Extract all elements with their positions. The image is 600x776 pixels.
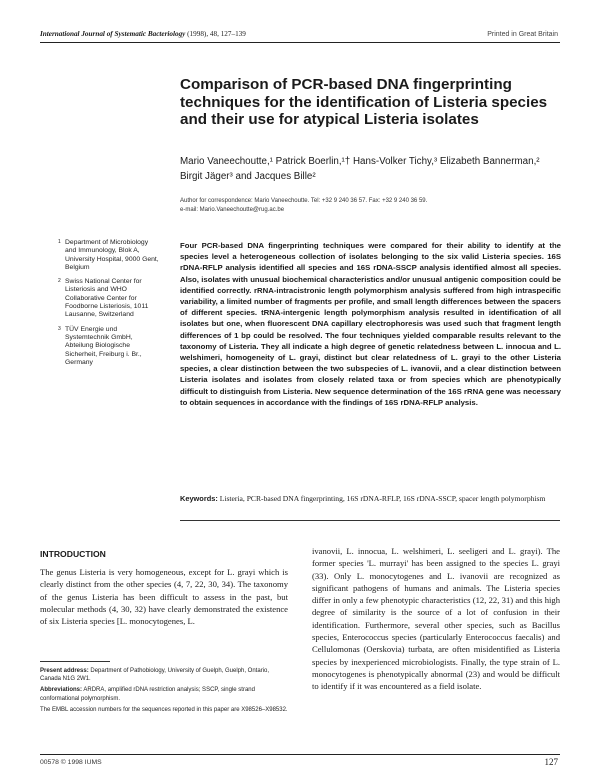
- footnote-label: Abbreviations:: [40, 687, 83, 694]
- affiliations-sidebar: [58, 239, 160, 373]
- introduction-column-left: The genus Listeria is very homogeneous, except for L. grayi which is clearly distinct from the other species (4, 7, 22, 30, 34). The taxonomy of the genus Listeria has been difficult to assess in the past, but molecular methods (4, 30, 32) have clearly demonstrated the existence of six Listeria species [L. monocytogenes, L.: [40, 567, 288, 627]
- printed-in-label: Printed in Great Britain: [487, 31, 558, 38]
- keywords-block: [180, 494, 560, 505]
- correspondence-line: Author for correspondence: Mario Vaneechoutte. Tel: +32 9 240 36 57. Fax: +32 9 240 36 59.: [180, 198, 428, 204]
- footnote-present-address: [40, 667, 288, 683]
- footnote-text: ARDRA, amplified rDNA restriction analysis; SSCP, single strand conformational polymorphism.: [40, 687, 255, 702]
- affiliation-number: 1: [58, 239, 61, 245]
- page-number: 127: [544, 757, 558, 767]
- affiliation-text: Swiss National Center for Listeriosis and WHO Collaborative Center for Foodborne Listeriosis, 1011 Lausanne, Switzerland: [65, 278, 149, 319]
- footnotes-block: [40, 667, 288, 717]
- affiliation-item: [58, 326, 160, 367]
- running-header-journal: [40, 30, 246, 38]
- header-rule: [40, 42, 560, 43]
- footer-code: 00578 © 1998 IUMS: [40, 759, 102, 766]
- journal-volume: (1998), 48, 127–139: [187, 30, 246, 38]
- affiliation-item: [58, 239, 160, 272]
- introduction-heading: INTRODUCTION: [40, 549, 106, 559]
- keywords-text: Listeria, PCR-based DNA fingerprinting, 16S rDNA-RFLP, 16S rDNA-SSCP, spacer length polymorphism: [219, 494, 546, 503]
- footnote-rule: [40, 661, 110, 662]
- introduction-column-right: ivanovii, L. innocua, L. welshimeri, L. seeligeri and L. grayi). The former species 'L. murrayi' has been assigned to the species L. grayi (33). Only L. monocytogenes and L. ivanovii are recognized as significant pathogens of humans and animals. The Listeria species differ in only a few phenotypic characteristics (12, 22, 31) and this high degree of similarity is the source of a lot of confusion in their identification. Furthermore, several other species, such as Bacillus species, Enterococcus species (particularly Enterococcus faecalis) and Cellulomonas (Oerskovia) turbata, are often misidentified as Listeria species by inexperienced microbiologists. Finally, the type strain of L. monocytogenes is phenotypically abnormal (23) and would be difficult to identify if it was encountered as a field isolate.: [312, 546, 560, 692]
- affiliation-number: 2: [58, 278, 61, 285]
- article-title: Comparison of PCR-based DNA fingerprinting techniques for the identification of Listeria species and their use for atypical Listeria isolates: [180, 76, 548, 128]
- affiliation-text: TÜV Energie und Systemtechnik GmbH, Abteilung Biologische Sicherheit, Freiburg i. Br., Germany: [65, 325, 142, 366]
- keywords-label: Keywords:: [180, 494, 218, 503]
- author-list: Mario Vaneechoutte,¹ Patrick Boerlin,¹† Hans-Volker Tichy,³ Elizabeth Bannerman,² Birgit Jäger³ and Jacques Bille²: [180, 156, 540, 182]
- abstract-text: Four PCR-based DNA fingerprinting techniques were compared for their ability to identify at the species level a heterogeneous collection of isolates belonging to the six valid Listeria species. 16S rDNA-RFLP analysis identified all species and 16S rDNA-SSCP analysis identified almost all species. Also, isolates with unusual biochemical characteristics and/or unusual antigenic composition could be identified correctly. rRNA-intracistronic length polymorphism analysis suffered from high intraspecific variability, a limited number of fragments per profile, and small length differences between the spacers of different species. tRNA-intergenic length polymorphism analysis resulted in identification of all isolates but one, when fluorescent DNA capillary electrophoresis was used such that fragment length differences of 1 bp could be resolved. The four techniques yielded comparable results relevant to the taxonomy of Listeria. They all indicate a high degree of genetic relatedness between L. innocua and L. welshimeri, homogeneity of L. grayi, distinct but clear relatedness of L. grayi to the other Listeria species, a clear distinction between the two subspecies of L. ivanovii, and a clear distinction between Listeria isolates and isolates from closely related taxa or from species which are phenotypically difficult to distinguish from Listeria. New sequence determination of the 16S rRNA gene was necessary to obtain sequences in accordance with the findings of 16S rDNA-RFLP analysis.: [180, 241, 561, 407]
- journal-name: International Journal of Systematic Bacteriology: [40, 30, 186, 38]
- affiliation-number: 3: [58, 325, 61, 332]
- footnote-embl: The EMBL accession numbers for the sequences reported in this paper are X98526–X98532.: [40, 706, 288, 713]
- footnote-label: Present address:: [40, 668, 89, 674]
- keywords-rule: [180, 520, 560, 521]
- footnote-text: Department of Pathobiology, University of Guelph, Guelph, Ontario, Canada N1G 2W1.: [40, 668, 270, 683]
- correspondence-block: [180, 197, 560, 214]
- affiliation-text: Department of Microbiology and Immunology, Blok A, University Hospital, 9000 Gent, Belgium: [65, 239, 159, 271]
- footnote-abbreviations: [40, 686, 288, 702]
- affiliation-item: [58, 278, 160, 319]
- correspondence-email: e-mail: Mario.Vaneechoutte@rug.ac.be: [180, 206, 285, 213]
- footer-rule: [40, 754, 560, 755]
